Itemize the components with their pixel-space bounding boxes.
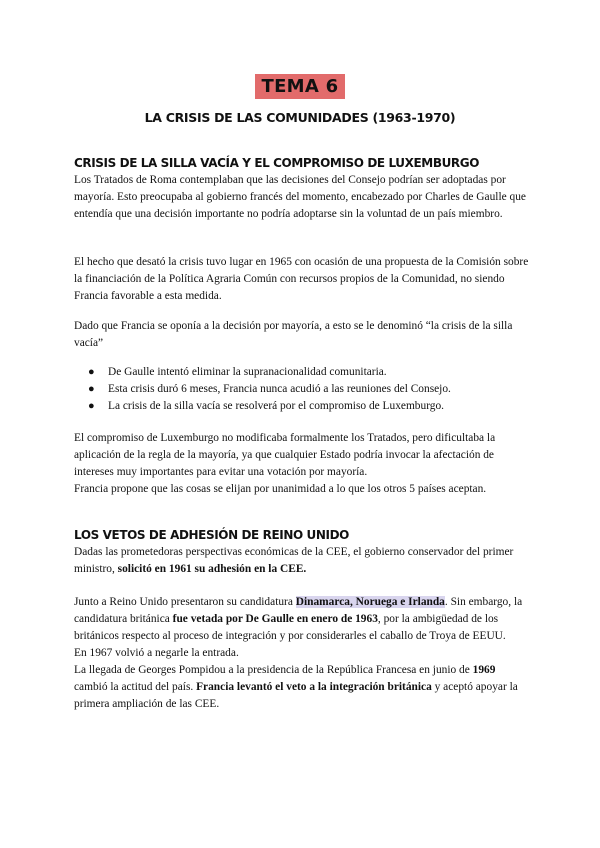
paragraph-text: , por la ambigüedad de los británicos respecto al proceso de integración y por considerarles el caballo de Troya de EEUU.: [74, 613, 506, 642]
paragraph-text: cambió la actitud del país.: [74, 681, 197, 693]
highlighted-bold-text: Dinamarca, Noruega e Irlanda: [295, 596, 445, 608]
list-item: [88, 364, 528, 381]
list-item: [88, 381, 528, 398]
paragraph-text: Francia propone que las cosas se elijan por unanimidad a lo que los otros 5 países aceptan.: [74, 483, 487, 495]
section2-paragraph-1: [74, 544, 529, 578]
list-item: [88, 398, 528, 415]
bullet-icon: ●: [88, 366, 95, 378]
bullet-icon: ●: [88, 400, 95, 412]
page-title: TEMA 6: [255, 74, 344, 99]
section1-paragraph-2: [74, 254, 529, 305]
list-item-text: Esta crisis duró 6 meses, Francia nunca acudió a las reuniones del Consejo.: [108, 383, 451, 395]
title-container: [0, 74, 600, 99]
paragraph-text: Junto a Reino Unido presentaron su candidatura: [74, 596, 296, 608]
paragraph-text: El hecho que desató la crisis tuvo lugar en 1965 con ocasión de una propuesta de la Comisión sobre la financiación de la Política Agraria Común con recursos propios de la Comunidad, no siendo Francia favorable a esta medida.: [74, 256, 529, 302]
section1-paragraph-4: [74, 430, 529, 498]
list-item-text: La crisis de la silla vacía se resolverá por el compromiso de Luxemburgo.: [108, 400, 445, 412]
bullet-icon: ●: [88, 383, 95, 395]
page-subtitle: LA CRISIS DE LAS COMUNIDADES (1963-1970): [144, 110, 456, 125]
bold-text: 1969: [472, 664, 496, 676]
paragraph-text: El compromiso de Luxemburgo no modificaba formalmente los Tratados, pero dificultaba la aplicación de la regla de la mayoría, ya que cualquier Estado podría invocar la afectación de intereses muy importantes para evitar una votación por mayoría.: [74, 432, 496, 478]
list-item-text: De Gaulle intentó eliminar la supranacionalidad comunitaria.: [108, 366, 387, 378]
section1-paragraph-3: [74, 318, 529, 352]
paragraph-text: y aceptó apoyar la primera ampliación de las CEE.: [74, 681, 518, 710]
paragraph-text: En 1967 volvió a negarle la entrada.: [74, 647, 239, 659]
section1-heading: CRISIS DE LA SILLA VACÍA Y EL COMPROMISO DE LUXEMBURGO: [74, 156, 480, 170]
bold-text: Francia levantó el veto a la integración británica: [196, 681, 432, 693]
paragraph-text: Los Tratados de Roma contemplaban que las decisiones del Consejo podrían ser adoptadas por mayoría. Esto preocupaba al gobierno francés del momento, encabezado por Charles de Gaulle que entendía que una decisión importante no podría adoptarse sin la voluntad de un país miembro.: [74, 174, 526, 220]
paragraph-text: Dadas las prometedoras perspectivas económicas de la CEE, el gobierno conservador del primer ministro,: [74, 546, 514, 575]
section1-paragraph-1: [74, 172, 529, 223]
paragraph-text: Dado que Francia se oponía a la decisión por mayoría, a esto se le denominó “la crisis de la silla vacía”: [74, 320, 513, 349]
bold-text: solicitó en 1961 su adhesión en la CEE.: [117, 563, 307, 575]
bold-text: fue vetada por De Gaulle en enero de 1963: [172, 613, 378, 625]
paragraph-text: . Sin embargo, la candidatura británica: [74, 596, 523, 625]
section2-paragraph-2: [74, 594, 529, 713]
section2-heading: LOS VETOS DE ADHESIÓN DE REINO UNIDO: [74, 528, 349, 542]
section1-bullet-list: [88, 364, 528, 415]
paragraph-text: La llegada de Georges Pompidou a la presidencia de la República Francesa en junio de: [74, 664, 473, 676]
